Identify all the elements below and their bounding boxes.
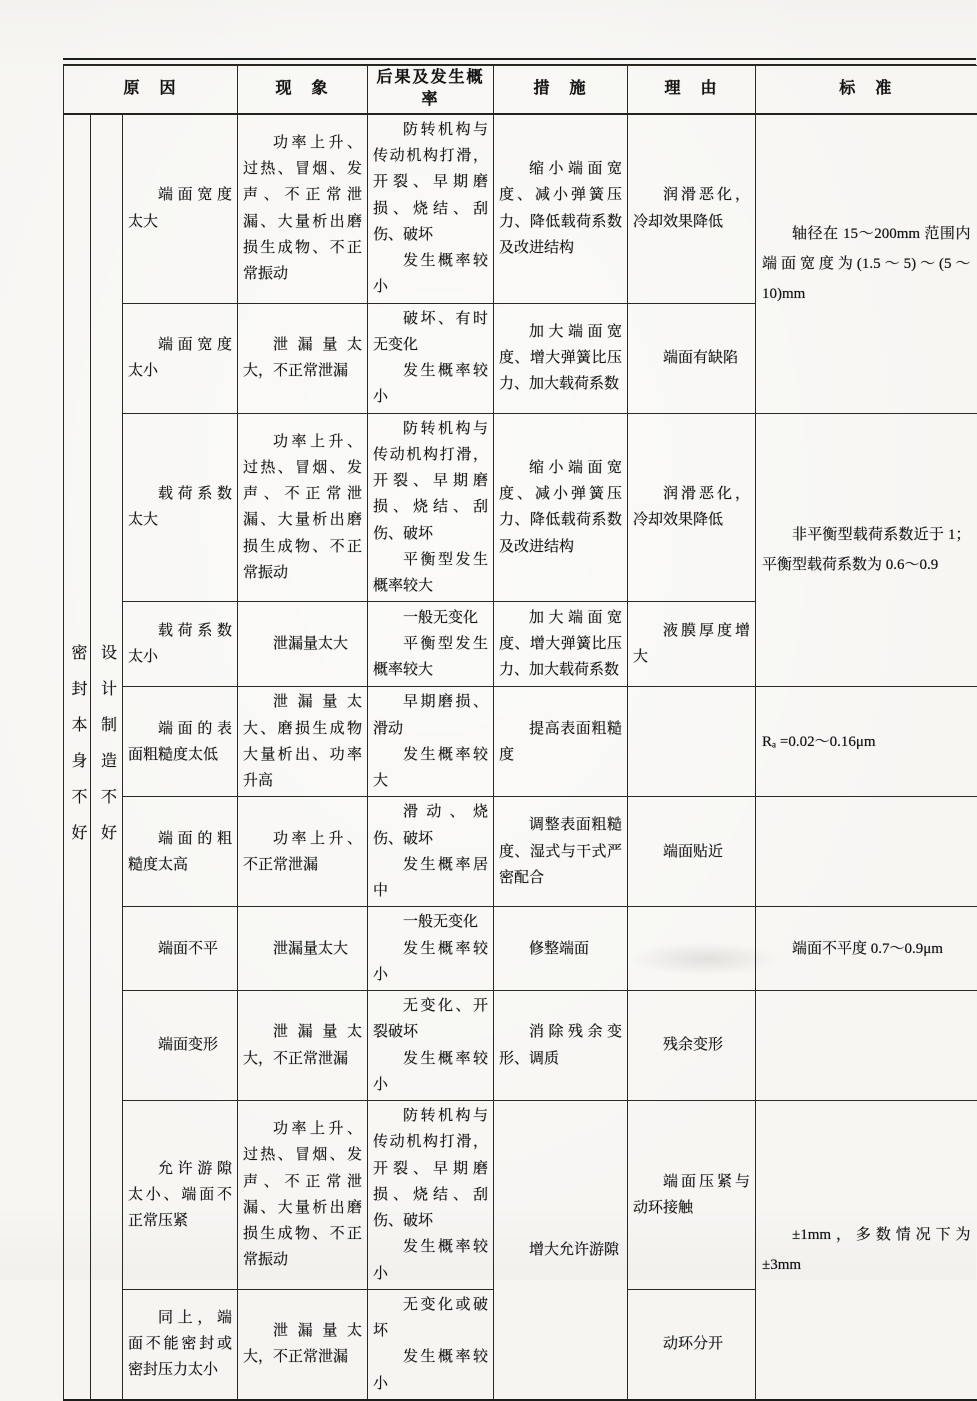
side-label-seal-itself-bad (64, 114, 91, 1400)
cell-standard-rows9-10: ±1mm，多数情况下为 ±3mm (756, 1101, 977, 1400)
header-phenomenon: 现 象 (238, 66, 368, 114)
side-label-design-manufacture-bad (91, 114, 123, 1400)
cell-consequence-1: 防转机构与传动机构打滑，开裂、早期磨损、烧结、刮伤、破坏 发生概率较小 (368, 114, 494, 303)
table-row (64, 687, 977, 797)
cell-phenomenon-6: 功率上升、不正常泄漏 (238, 797, 368, 907)
cell-cause-6: 端面的粗糙度太高 (123, 797, 238, 907)
cell-standard-row6 (756, 797, 977, 907)
cell-reason-8: 残余变形 (628, 991, 756, 1101)
cell-phenomenon-4: 泄漏量太大 (238, 602, 368, 687)
cell-measure-5: 提高表面粗糙度 (494, 687, 628, 797)
cell-consequence-3: 防转机构与传动机构打滑，开裂、早期磨损、烧结、刮伤、破坏 平衡型发生概率较大 (368, 413, 494, 602)
cell-standard-rows1-2: 轴径在 15～200mm 范围内端面宽度为(1.5～5)～(5～10)mm (756, 114, 977, 413)
seal-failure-table-wrap (63, 58, 976, 1401)
table-row (64, 907, 977, 991)
cell-measure-1: 缩小端面宽度、减小弹簧压力、降低载荷系数及改进结构 (494, 114, 628, 303)
cell-standard-row7: 端面不平度 0.7～0.9μm (756, 907, 977, 991)
header-consequence: 后果及发生概率 (368, 66, 494, 114)
cell-reason-4: 液膜厚度增大 (628, 602, 756, 687)
cell-reason-3: 润滑恶化，冷却效果降低 (628, 413, 756, 602)
cell-consequence-10: 无变化或破坏 发生概率较小 (368, 1289, 494, 1400)
table-row (64, 413, 977, 602)
cell-phenomenon-5: 泄漏量太大、磨损生成物大量析出、功率升高 (238, 687, 368, 797)
cell-consequence-2: 破坏、有时无变化 发生概率较小 (368, 303, 494, 413)
table-row (64, 114, 977, 303)
side-label-outer-text: 密封本身不好 (69, 644, 86, 861)
cell-phenomenon-9: 功率上升、过热、冒烟、发声、不正常泄漏、大量析出磨损生成物、不正常振动 (238, 1101, 368, 1290)
cell-reason-9: 端面压紧与动环接触 (628, 1101, 756, 1290)
cell-phenomenon-2: 泄漏量太大，不正常泄漏 (238, 303, 368, 413)
cell-cause-8: 端面变形 (123, 991, 238, 1101)
table-row (64, 991, 977, 1101)
cell-measure-4: 加大端面宽度、增大弹簧比压力、加大载荷系数 (494, 602, 628, 687)
cell-phenomenon-10: 泄漏量太大，不正常泄漏 (238, 1289, 368, 1400)
header-standard: 标 准 (756, 66, 977, 114)
cell-standard-row8 (756, 991, 977, 1101)
cell-consequence-5: 早期磨损、滑动 发生概率较大 (368, 687, 494, 797)
cell-reason-2: 端面有缺陷 (628, 303, 756, 413)
cell-consequence-7: 一般无变化 发生概率较小 (368, 907, 494, 991)
cell-cause-4: 载荷系数太小 (123, 602, 238, 687)
cell-measure-7: 修整端面 (494, 907, 628, 991)
cell-phenomenon-1: 功率上升、过热、冒烟、发声、不正常泄漏、大量析出磨损生成物、不正常振动 (238, 114, 368, 303)
cell-standard-rows3-4: 非平衡型载荷系数近于 1；平衡型载荷系数为 0.6～0.9 (756, 413, 977, 687)
top-double-rule (63, 58, 976, 65)
cell-phenomenon-8: 泄漏量太大，不正常泄漏 (238, 991, 368, 1101)
table-header-row (64, 66, 977, 114)
cell-cause-5: 端面的表面粗糙度太低 (123, 687, 238, 797)
cell-cause-9: 允许游隙太小、端面不正常压紧 (123, 1101, 238, 1290)
table-row (64, 1101, 977, 1290)
cell-measure-rows9-10: 增大允许游隙 (494, 1101, 628, 1400)
cell-measure-2: 加大端面宽度、增大弹簧比压力、加大载荷系数 (494, 303, 628, 413)
header-measure: 措 施 (494, 66, 628, 114)
cell-cause-2: 端面宽度太小 (123, 303, 238, 413)
cell-cause-7: 端面不平 (123, 907, 238, 991)
cell-consequence-8: 无变化、开裂破坏 发生概率较小 (368, 991, 494, 1101)
cell-phenomenon-7: 泄漏量太大 (238, 907, 368, 991)
cell-measure-8: 消除残余变形、调质 (494, 991, 628, 1101)
cell-consequence-4: 一般无变化 平衡型发生概率较大 (368, 602, 494, 687)
header-cause: 原 因 (64, 66, 238, 114)
cell-reason-1: 润滑恶化，冷却效果降低 (628, 114, 756, 303)
cell-measure-3: 缩小端面宽度、减小弹簧压力、降低载荷系数及改进结构 (494, 413, 628, 602)
header-reason: 理 由 (628, 66, 756, 114)
cell-cause-3: 载荷系数太大 (123, 413, 238, 602)
cell-reason-5 (628, 687, 756, 797)
seal-failure-analysis-table (63, 65, 977, 1401)
cell-cause-10: 同上，端面不能密封或密封压力太小 (123, 1289, 238, 1400)
cell-consequence-6: 滑动、烧伤、破坏 发生概率居中 (368, 797, 494, 907)
cell-consequence-9: 防转机构与传动机构打滑，开裂、早期磨损、烧结、刮伤、破坏 发生概率较小 (368, 1101, 494, 1290)
cell-reason-6: 端面贴近 (628, 797, 756, 907)
cell-phenomenon-3: 功率上升、过热、冒烟、发声、不正常泄漏、大量析出磨损生成物、不正常振动 (238, 413, 368, 602)
cell-standard-row5: Rₐ =0.02～0.16μm (756, 687, 977, 797)
cell-reason-10: 动环分开 (628, 1289, 756, 1400)
side-label-inner-text: 设计制造不好 (98, 644, 116, 861)
cell-cause-1: 端面宽度太大 (123, 114, 238, 303)
cell-reason-7 (628, 907, 756, 991)
cell-measure-6: 调整表面粗糙度、湿式与干式严密配合 (494, 797, 628, 907)
table-row (64, 797, 977, 907)
